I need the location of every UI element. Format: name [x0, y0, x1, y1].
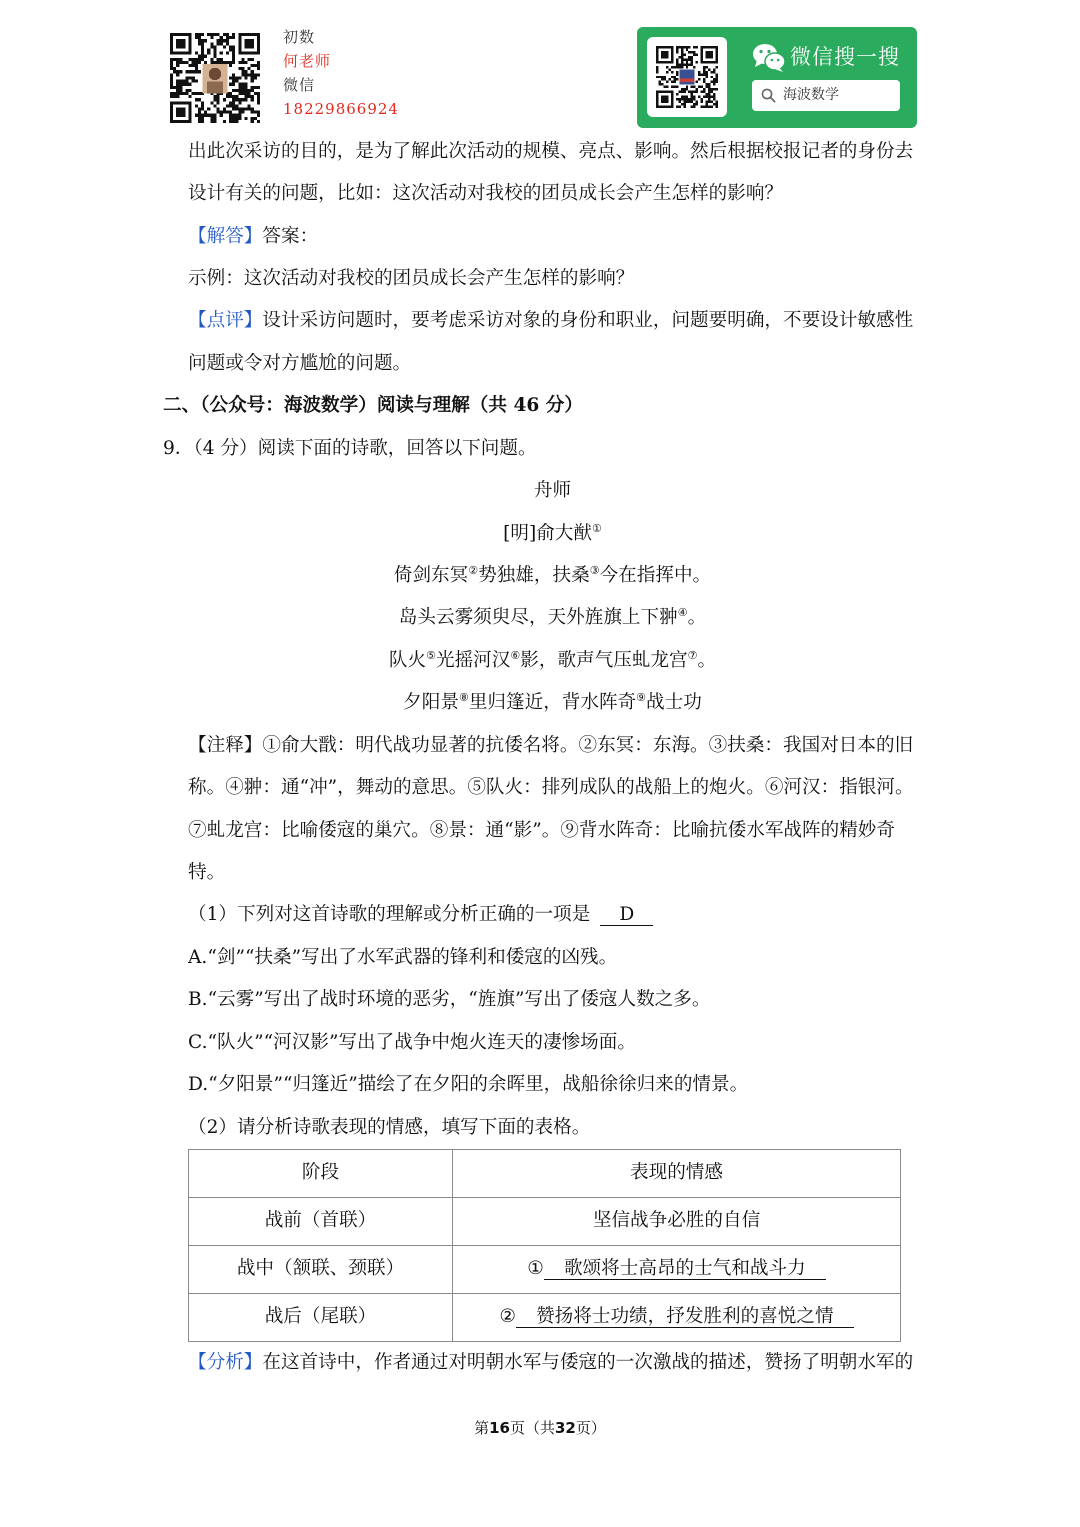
stage-cell: 战中（颔联、颈联）: [189, 1245, 453, 1293]
note-ref: ①: [592, 521, 602, 535]
comment-line: 问题或令对方尴尬的问题。: [188, 352, 412, 374]
wechat-qr-code: [656, 46, 718, 108]
contact-subject: 初数: [283, 28, 316, 46]
notes-line: [188, 725, 917, 767]
analysis-line: [188, 1342, 917, 1384]
poem-text: 岛头云雾须臾尽，天外旌旗上下翀: [398, 607, 678, 629]
analysis-text: 在这首诗中，作者通过对明朝水军与倭寇的一次激战的描述，赞扬了明朝水军的: [262, 1351, 914, 1373]
emotion-cell: 坚信战争必胜的自信: [453, 1197, 901, 1245]
option-d: D.“夕阳景”“归篷近”描绘了在夕阳的余晖里，战船徐徐归来的情景。: [188, 1074, 749, 1096]
notes-text: ①俞大戬：明代战功显著的抗倭名将。②东冥：东海。③扶桑：我国对日本的旧: [262, 734, 914, 756]
answer-marker: ①: [527, 1257, 544, 1279]
contact-wechat-label: 微信: [283, 76, 316, 94]
poem-text: 影，歌声气压虬龙宫: [520, 649, 688, 671]
filled-answer: 歌颂将士高昂的士气和战斗力: [544, 1259, 826, 1280]
poem-author: [188, 513, 917, 555]
answer-label: 【解答】: [188, 225, 263, 247]
comment-line: [188, 300, 917, 342]
table-row: [189, 1293, 901, 1341]
stage-cell: 战前（首联）: [189, 1197, 453, 1245]
wechat-search-card: [637, 27, 917, 128]
analysis-continued-line: 出此次采访的目的，是为了解此次活动的规模、亮点、影响。然后根据校报记者的身份去: [188, 140, 914, 162]
poem-text: 倚剑东冥: [393, 565, 469, 587]
notes-line: ⑦虬龙宫：比喻倭寇的巢穴。⑧景：通“影”。⑨背水阵奇：比喻抗倭水军战阵的精妙奇: [188, 819, 895, 841]
analysis-label: 【分析】: [188, 1351, 263, 1373]
note-ref: ④: [677, 606, 688, 620]
poem-line: [188, 555, 917, 597]
notes-line: 特。: [188, 861, 226, 883]
poem-text: 势独雄，扶桑: [478, 565, 590, 587]
option-b: B.“云雾”写出了战时环境的恶劣，“旌旗”写出了倭寇人数之多。: [188, 989, 711, 1011]
emotion-table: [188, 1149, 901, 1342]
section-heading: 二、（公众号：海波数学）阅读与理解（共 46 分）: [163, 395, 583, 417]
poem-text: 队火: [388, 649, 427, 671]
comment-label: 【点评】: [188, 310, 263, 332]
contact-info: [283, 25, 399, 121]
poem-text: 光摇河汉: [435, 649, 511, 671]
table-row: [189, 1245, 901, 1293]
question-1-stem: [188, 894, 917, 936]
wechat-qr-frame: [647, 37, 727, 117]
option-c: C.“队火”“河汉影”写出了战争中炮火连天的凄惨场面。: [188, 1031, 636, 1053]
search-icon: [761, 88, 776, 103]
page-number-text: 第: [474, 1419, 490, 1437]
note-ref: ②: [468, 564, 479, 578]
current-page: 16: [489, 1419, 510, 1437]
contact-teacher: 何老师: [283, 52, 332, 70]
notes-line: 称。④翀：通“冲”，舞动的意思。⑤队火：排列成队的战船上的炮火。⑥河汉：指银河。: [188, 777, 914, 799]
table-header-cell: 表现的情感: [453, 1149, 901, 1197]
contact-phone: 18229866924: [283, 100, 399, 118]
emotion-cell: [453, 1245, 901, 1293]
poem-text: 战士功: [646, 692, 702, 714]
qr-center-photo: [203, 64, 228, 93]
poem-text: 夕阳景: [403, 692, 459, 714]
qr-center-logo: [679, 69, 694, 84]
notes-label: 【注释】: [188, 734, 263, 756]
note-ref: ⑥: [510, 648, 521, 662]
total-pages: 32: [555, 1419, 576, 1437]
question-2-stem: （2）请分析诗歌表现的情感，填写下面的表格。: [188, 1116, 591, 1138]
page-number-text: 页（共: [509, 1419, 555, 1437]
note-ref: ⑧: [458, 691, 469, 705]
wechat-icon: [752, 42, 786, 73]
answer-line: [188, 216, 917, 258]
stage-cell: 战后（尾联）: [189, 1293, 453, 1341]
table-header-cell: 阶段: [189, 1149, 453, 1197]
wechat-search-title: 微信搜一搜: [790, 45, 900, 69]
note-ref: ③: [589, 564, 600, 578]
poem-author-name: [明]俞大猷: [503, 522, 592, 544]
table-header-row: [189, 1149, 901, 1197]
poem-text: 。: [697, 649, 717, 671]
answer-text: 答案：: [262, 225, 319, 247]
wechat-search-query: 海波数学: [783, 87, 839, 103]
example-line: 示例：这次活动对我校的团员成长会产生怎样的影响？: [188, 268, 635, 290]
option-a: A.“剑”“扶桑”写出了水军武器的锋利和倭寇的凶残。: [188, 946, 618, 968]
table-row: [189, 1197, 901, 1245]
note-ref: ⑤: [426, 648, 436, 662]
poem-text: 。: [687, 607, 707, 629]
answer-marker: ②: [499, 1305, 517, 1327]
poem-line: [188, 640, 917, 682]
poem-text: 今在指挥中。: [599, 565, 712, 587]
emotion-cell: [453, 1293, 901, 1341]
poem-title: 舟师: [533, 480, 572, 502]
poem-text: 里归篷近，背水阵奇: [468, 692, 637, 714]
analysis-continued-line: 设计有关的问题，比如：这次活动对我校的团员成长会产生怎样的影响？: [188, 183, 784, 205]
filled-answer: 赞扬将士功绩，抒发胜利的喜悦之情: [516, 1307, 854, 1328]
page-number-text: 页）: [575, 1419, 606, 1437]
page-number: [0, 1416, 1080, 1440]
wechat-search-box: [752, 80, 900, 111]
poem-line: [188, 597, 917, 639]
comment-text: 设计采访问题时，要考虑采访对象的身份和职业，问题要明确，不要设计敏感性: [262, 310, 914, 332]
contact-qr-code: [170, 33, 260, 123]
question-9: 9．（4 分）阅读下面的诗歌，回答以下问题。: [163, 437, 537, 459]
note-ref: ⑦: [687, 648, 698, 662]
question-1-answer: D: [600, 905, 653, 926]
page-content: [163, 131, 917, 1385]
question-1-text: （1）下列对这首诗歌的理解或分析正确的一项是: [188, 904, 591, 926]
note-ref: ⑨: [636, 691, 647, 705]
poem-line: [188, 682, 917, 724]
